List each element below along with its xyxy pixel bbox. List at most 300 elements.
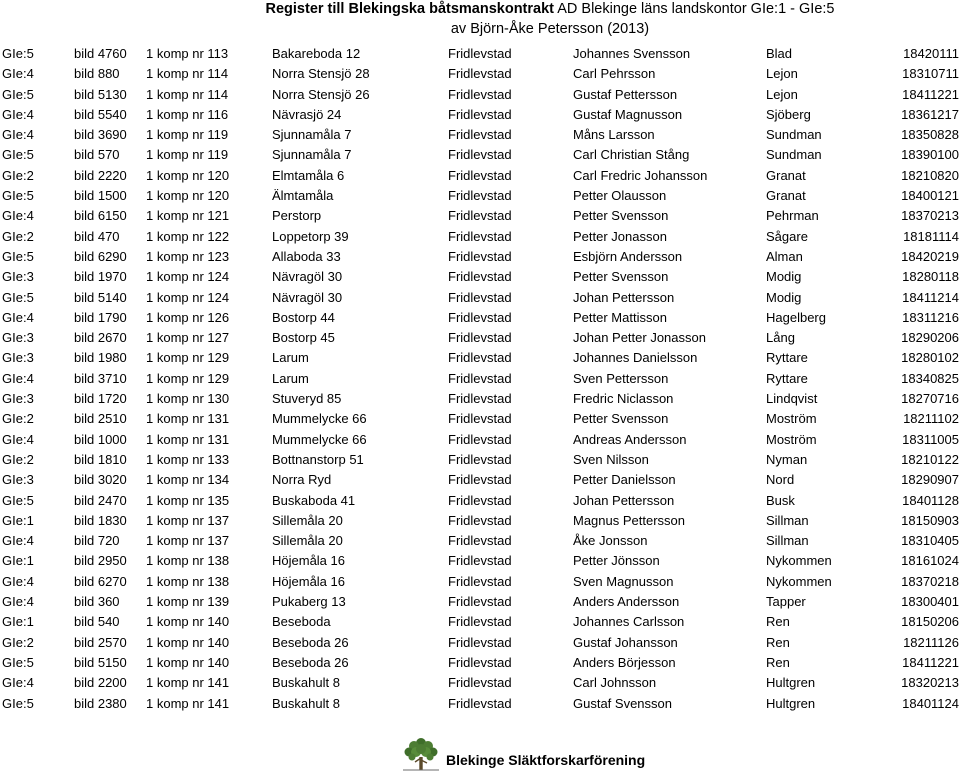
cell-company-ref: 1 komp nr 137 <box>146 533 230 549</box>
cell-date: 18150206 <box>901 614 959 630</box>
table-row <box>0 206 960 226</box>
cell-parish: Fridlevstad <box>448 634 512 650</box>
cell-parish: Fridlevstad <box>448 330 512 346</box>
cell-archive-ref: GIe:4 <box>2 66 34 82</box>
cell-soldier-name: Modig <box>766 289 802 305</box>
cell-soldier-name: Sundman <box>766 147 822 163</box>
table-row <box>0 592 960 612</box>
cell-parish: Fridlevstad <box>448 512 512 528</box>
cell-person-name: Sven Nilsson <box>573 451 649 467</box>
cell-farm-name: Sillemåla 20 <box>272 533 343 549</box>
cell-farm-name: Beseboda 26 <box>272 654 349 670</box>
cell-parish: Fridlevstad <box>448 228 512 244</box>
cell-parish: Fridlevstad <box>448 269 512 285</box>
cell-archive-ref: GIe:3 <box>2 391 34 407</box>
table-row <box>0 673 960 693</box>
cell-person-name: Carl Fredric Johansson <box>573 167 708 183</box>
cell-archive-ref: GIe:1 <box>2 614 34 630</box>
cell-archive-ref: GIe:5 <box>2 695 34 711</box>
cell-soldier-name: Sillman <box>766 533 809 549</box>
table-row <box>0 491 960 511</box>
cell-soldier-name: Lång <box>766 330 795 346</box>
cell-image-ref: bild 2950 <box>74 553 127 569</box>
cell-person-name: Petter Jonasson <box>573 228 667 244</box>
cell-archive-ref: GIe:5 <box>2 188 34 204</box>
cell-archive-ref: GIe:4 <box>2 573 34 589</box>
cell-company-ref: 1 komp nr 123 <box>146 248 230 264</box>
cell-parish: Fridlevstad <box>448 451 512 467</box>
cell-image-ref: bild 3690 <box>74 127 127 143</box>
cell-company-ref: 1 komp nr 121 <box>146 208 230 224</box>
cell-farm-name: Larum <box>272 370 309 386</box>
cell-soldier-name: Hultgren <box>766 695 816 711</box>
cell-soldier-name: Granat <box>766 188 806 204</box>
cell-parish: Fridlevstad <box>448 86 512 102</box>
cell-farm-name: Mummelycke 66 <box>272 431 367 447</box>
cell-date: 18401124 <box>902 695 959 711</box>
cell-image-ref: bild 3710 <box>74 370 127 386</box>
cell-farm-name: Buskahult 8 <box>272 695 340 711</box>
cell-company-ref: 1 komp nr 114 <box>146 66 229 82</box>
table-row <box>0 409 960 429</box>
cell-date: 18420111 <box>903 46 959 61</box>
cell-person-name: Magnus Pettersson <box>573 512 686 528</box>
cell-parish: Fridlevstad <box>448 66 512 82</box>
cell-company-ref: 1 komp nr 127 <box>146 330 230 346</box>
table-row <box>0 470 960 490</box>
cell-farm-name: Bottnanstorp 51 <box>272 451 364 467</box>
cell-archive-ref: GIe:3 <box>2 350 34 366</box>
cell-farm-name: Nävragöl 30 <box>272 269 343 285</box>
cell-farm-name: Sjunnamåla 7 <box>272 127 352 143</box>
cell-archive-ref: GIe:5 <box>2 86 34 102</box>
cell-archive-ref: GIe:4 <box>2 594 34 610</box>
cell-person-name: Carl Johnsson <box>573 675 657 691</box>
cell-parish: Fridlevstad <box>448 370 512 386</box>
cell-company-ref: 1 komp nr 141 <box>146 695 230 711</box>
cell-soldier-name: Modig <box>766 269 802 285</box>
cell-person-name: Anders Börjesson <box>573 654 676 670</box>
cell-soldier-name: Hagelberg <box>766 309 826 325</box>
cell-soldier-name: Granat <box>766 167 806 183</box>
cell-person-name: Petter Svensson <box>573 269 669 285</box>
cell-archive-ref: GIe:2 <box>2 634 34 650</box>
cell-person-name: Johannes Svensson <box>573 46 691 61</box>
title-bold: Register till Blekingska båtsmanskontrakt <box>265 1 554 17</box>
cell-date: 18311216 <box>902 309 959 325</box>
table-row <box>0 572 960 592</box>
cell-image-ref: bild 1720 <box>74 391 127 407</box>
cell-image-ref: bild 880 <box>74 66 120 82</box>
cell-company-ref: 1 komp nr 116 <box>146 106 229 122</box>
cell-soldier-name: Ryttare <box>766 350 808 366</box>
cell-date: 18320213 <box>901 675 959 691</box>
cell-soldier-name: Nykommen <box>766 553 832 569</box>
cell-image-ref: bild 6270 <box>74 573 127 589</box>
cell-farm-name: Sillemåla 20 <box>272 512 343 528</box>
cell-archive-ref: GIe:1 <box>2 512 34 528</box>
cell-company-ref: 1 komp nr 114 <box>146 86 229 102</box>
tree-logo-icon <box>401 737 441 771</box>
cell-company-ref: 1 komp nr 120 <box>146 167 230 183</box>
table-row <box>0 430 960 450</box>
cell-date: 18270716 <box>901 391 959 407</box>
cell-image-ref: bild 1000 <box>74 431 127 447</box>
cell-person-name: Petter Svensson <box>573 208 669 224</box>
cell-parish: Fridlevstad <box>448 391 512 407</box>
title-rest: AD Blekinge läns landskontor GIe:1 - GIe:5 <box>554 1 835 17</box>
cell-parish: Fridlevstad <box>448 594 512 610</box>
cell-date: 18290206 <box>901 330 959 346</box>
cell-farm-name: Mummelycke 66 <box>272 411 367 427</box>
cell-parish: Fridlevstad <box>448 167 512 183</box>
cell-person-name: Anders Andersson <box>573 594 680 610</box>
cell-date: 18411221 <box>902 654 959 670</box>
cell-farm-name: Perstorp <box>272 208 322 224</box>
cell-farm-name: Sjunnamåla 7 <box>272 147 352 163</box>
cell-person-name: Gustaf Pettersson <box>573 86 678 102</box>
cell-company-ref: 1 komp nr 131 <box>146 431 230 447</box>
cell-farm-name: Höjemåla 16 <box>272 553 345 569</box>
cell-person-name: Sven Pettersson <box>573 370 669 386</box>
cell-person-name: Petter Olausson <box>573 188 667 204</box>
cell-soldier-name: Moström <box>766 411 817 427</box>
table-row <box>0 44 960 64</box>
cell-image-ref: bild 2200 <box>74 675 127 691</box>
cell-person-name: Johan Petter Jonasson <box>573 330 706 346</box>
cell-soldier-name: Sjöberg <box>766 106 811 122</box>
cell-company-ref: 1 komp nr 137 <box>146 512 230 528</box>
cell-image-ref: bild 570 <box>74 147 120 163</box>
cell-archive-ref: GIe:2 <box>2 411 34 427</box>
cell-date: 18400121 <box>901 188 959 204</box>
cell-date: 18350828 <box>901 127 959 143</box>
cell-archive-ref: GIe:5 <box>2 248 34 264</box>
cell-image-ref: bild 6290 <box>74 248 127 264</box>
table-row <box>0 551 960 571</box>
table-row <box>0 450 960 470</box>
cell-soldier-name: Sillman <box>766 512 809 528</box>
cell-image-ref: bild 1790 <box>74 309 127 325</box>
cell-image-ref: bild 540 <box>74 614 120 630</box>
cell-image-ref: bild 1830 <box>74 512 127 528</box>
cell-image-ref: bild 4760 <box>74 46 127 61</box>
page-title <box>250 0 850 19</box>
cell-soldier-name: Tapper <box>766 594 806 610</box>
cell-soldier-name: Moström <box>766 431 817 447</box>
cell-date: 18420219 <box>901 248 959 264</box>
cell-farm-name: Norra Stensjö 26 <box>272 86 370 102</box>
cell-company-ref: 1 komp nr 119 <box>146 127 229 143</box>
cell-soldier-name: Lejon <box>766 66 798 82</box>
cell-person-name: Johan Pettersson <box>573 492 675 508</box>
cell-soldier-name: Nyman <box>766 451 808 467</box>
cell-date: 18370218 <box>901 573 959 589</box>
cell-date: 18411221 <box>902 86 959 102</box>
cell-parish: Fridlevstad <box>448 695 512 711</box>
cell-soldier-name: Nord <box>766 472 795 488</box>
cell-archive-ref: GIe:4 <box>2 106 34 122</box>
cell-farm-name: Bostorp 45 <box>272 330 335 346</box>
cell-archive-ref: GIe:4 <box>2 675 34 691</box>
cell-company-ref: 1 komp nr 140 <box>146 654 230 670</box>
cell-parish: Fridlevstad <box>448 614 512 630</box>
cell-image-ref: bild 2380 <box>74 695 127 711</box>
cell-date: 18161024 <box>901 553 959 569</box>
cell-archive-ref: GIe:3 <box>2 330 34 346</box>
cell-archive-ref: GIe:5 <box>2 289 34 305</box>
cell-image-ref: bild 1500 <box>74 188 127 204</box>
table-row <box>0 389 960 409</box>
cell-date: 18300401 <box>901 594 959 610</box>
cell-parish: Fridlevstad <box>448 147 512 163</box>
table-row <box>0 64 960 84</box>
cell-person-name: Johannes Danielsson <box>573 350 698 366</box>
register-table <box>0 44 960 714</box>
cell-image-ref: bild 2510 <box>74 411 127 427</box>
cell-company-ref: 1 komp nr 119 <box>146 147 229 163</box>
cell-soldier-name: Ren <box>766 654 790 670</box>
cell-company-ref: 1 komp nr 138 <box>146 573 230 589</box>
cell-person-name: Gustaf Magnusson <box>573 106 683 122</box>
cell-image-ref: bild 6150 <box>74 208 127 224</box>
table-row <box>0 247 960 267</box>
cell-parish: Fridlevstad <box>448 492 512 508</box>
page-subtitle: av Björn-Åke Petersson (2013) <box>450 21 650 37</box>
cell-parish: Fridlevstad <box>448 127 512 143</box>
cell-archive-ref: GIe:4 <box>2 127 34 143</box>
table-row <box>0 186 960 206</box>
cell-person-name: Johan Pettersson <box>573 289 675 305</box>
cell-archive-ref: GIe:5 <box>2 492 34 508</box>
cell-soldier-name: Ryttare <box>766 370 808 386</box>
cell-parish: Fridlevstad <box>448 654 512 670</box>
cell-company-ref: 1 komp nr 126 <box>146 309 230 325</box>
cell-person-name: Gustaf Johansson <box>573 634 678 650</box>
cell-soldier-name: Pehrman <box>766 208 819 224</box>
cell-date: 18340825 <box>901 370 959 386</box>
table-row <box>0 511 960 531</box>
cell-parish: Fridlevstad <box>448 208 512 224</box>
cell-image-ref: bild 720 <box>74 533 120 549</box>
cell-image-ref: bild 2670 <box>74 330 127 346</box>
cell-farm-name: Loppetorp 39 <box>272 228 349 244</box>
cell-person-name: Åke Jonsson <box>573 533 648 549</box>
cell-date: 18411214 <box>902 289 959 305</box>
cell-person-name: Johannes Carlsson <box>573 614 685 630</box>
cell-image-ref: bild 3020 <box>74 472 127 488</box>
cell-person-name: Måns Larsson <box>573 127 655 143</box>
cell-date: 18390100 <box>901 147 959 163</box>
cell-date: 18211102 <box>903 411 959 427</box>
cell-date: 18210820 <box>901 167 959 183</box>
cell-soldier-name: Ren <box>766 634 790 650</box>
cell-image-ref: bild 1980 <box>74 350 127 366</box>
cell-company-ref: 1 komp nr 141 <box>146 675 230 691</box>
cell-farm-name: Bakareboda 12 <box>272 46 361 61</box>
cell-company-ref: 1 komp nr 113 <box>146 46 229 61</box>
cell-farm-name: Allaboda 33 <box>272 248 341 264</box>
cell-image-ref: bild 2220 <box>74 167 127 183</box>
cell-date: 18290907 <box>901 472 959 488</box>
cell-date: 18280118 <box>902 269 959 285</box>
cell-date: 18211126 <box>903 634 959 650</box>
cell-image-ref: bild 5140 <box>74 289 127 305</box>
cell-person-name: Sven Magnusson <box>573 573 674 589</box>
cell-archive-ref: GIe:4 <box>2 533 34 549</box>
cell-parish: Fridlevstad <box>448 46 512 61</box>
cell-person-name: Andreas Andersson <box>573 431 687 447</box>
cell-company-ref: 1 komp nr 130 <box>146 391 230 407</box>
cell-date: 18401128 <box>902 492 959 508</box>
cell-farm-name: Beseboda <box>272 614 331 630</box>
cell-parish: Fridlevstad <box>448 472 512 488</box>
cell-date: 18181114 <box>903 228 959 244</box>
cell-soldier-name: Alman <box>766 248 803 264</box>
cell-farm-name: Nävrasjö 24 <box>272 106 342 122</box>
cell-farm-name: Buskaboda 41 <box>272 492 356 508</box>
cell-soldier-name: Sågare <box>766 228 808 244</box>
cell-person-name: Esbjörn Andersson <box>573 248 683 264</box>
cell-archive-ref: GIe:4 <box>2 431 34 447</box>
cell-farm-name: Buskahult 8 <box>272 675 340 691</box>
cell-archive-ref: GIe:5 <box>2 46 34 61</box>
cell-date: 18311005 <box>902 431 959 447</box>
cell-farm-name: Larum <box>272 350 309 366</box>
cell-date: 18280102 <box>901 350 959 366</box>
cell-archive-ref: GIe:4 <box>2 309 34 325</box>
cell-archive-ref: GIe:5 <box>2 654 34 670</box>
cell-archive-ref: GIe:2 <box>2 451 34 467</box>
cell-person-name: Carl Pehrsson <box>573 66 656 82</box>
cell-soldier-name: Busk <box>766 492 795 508</box>
table-row <box>0 85 960 105</box>
cell-archive-ref: GIe:1 <box>2 553 34 569</box>
cell-soldier-name: Sundman <box>766 127 822 143</box>
cell-image-ref: bild 5130 <box>74 86 127 102</box>
cell-image-ref: bild 2470 <box>74 492 127 508</box>
table-row <box>0 288 960 308</box>
cell-image-ref: bild 360 <box>74 594 120 610</box>
footer-org-name: Blekinge Släktforskarförening <box>446 752 646 768</box>
cell-date: 18310405 <box>901 533 959 549</box>
cell-archive-ref: GIe:2 <box>2 167 34 183</box>
table-row <box>0 267 960 287</box>
table-row <box>0 308 960 328</box>
cell-company-ref: 1 komp nr 135 <box>146 492 230 508</box>
cell-image-ref: bild 5150 <box>74 654 127 670</box>
cell-person-name: Petter Jönsson <box>573 553 660 569</box>
cell-image-ref: bild 5540 <box>74 106 127 122</box>
cell-image-ref: bild 1970 <box>74 269 127 285</box>
table-row <box>0 633 960 653</box>
table-row <box>0 653 960 673</box>
cell-company-ref: 1 komp nr 138 <box>146 553 230 569</box>
table-row <box>0 125 960 145</box>
cell-parish: Fridlevstad <box>448 675 512 691</box>
cell-person-name: Carl Christian Stång <box>573 147 690 163</box>
cell-parish: Fridlevstad <box>448 248 512 264</box>
table-row <box>0 694 960 714</box>
table-row <box>0 348 960 368</box>
page-footer <box>0 737 960 771</box>
cell-date: 18150903 <box>901 512 959 528</box>
cell-soldier-name: Nykommen <box>766 573 832 589</box>
cell-soldier-name: Lindqvist <box>766 391 818 407</box>
cell-parish: Fridlevstad <box>448 350 512 366</box>
cell-person-name: Petter Mattisson <box>573 309 667 325</box>
cell-farm-name: Älmtamåla <box>272 188 334 204</box>
cell-parish: Fridlevstad <box>448 309 512 325</box>
cell-company-ref: 1 komp nr 140 <box>146 634 230 650</box>
table-row <box>0 145 960 165</box>
cell-soldier-name: Lejon <box>766 86 798 102</box>
cell-farm-name: Stuveryd 85 <box>272 391 342 407</box>
cell-soldier-name: Blad <box>766 46 793 61</box>
cell-parish: Fridlevstad <box>448 431 512 447</box>
cell-soldier-name: Ren <box>766 614 790 630</box>
cell-archive-ref: GIe:4 <box>2 370 34 386</box>
table-row <box>0 105 960 125</box>
cell-company-ref: 1 komp nr 131 <box>146 411 230 427</box>
cell-farm-name: Beseboda 26 <box>272 634 349 650</box>
cell-company-ref: 1 komp nr 129 <box>146 370 230 386</box>
table-row <box>0 612 960 632</box>
cell-company-ref: 1 komp nr 139 <box>146 594 230 610</box>
cell-archive-ref: GIe:2 <box>2 228 34 244</box>
cell-soldier-name: Hultgren <box>766 675 816 691</box>
cell-parish: Fridlevstad <box>448 411 512 427</box>
table-row <box>0 531 960 551</box>
cell-farm-name: Norra Ryd <box>272 472 332 488</box>
cell-image-ref: bild 2570 <box>74 634 127 650</box>
cell-person-name: Petter Svensson <box>573 411 669 427</box>
cell-parish: Fridlevstad <box>448 533 512 549</box>
cell-date: 18361217 <box>901 106 959 122</box>
cell-company-ref: 1 komp nr 120 <box>146 188 230 204</box>
cell-archive-ref: GIe:5 <box>2 147 34 163</box>
table-row <box>0 166 960 186</box>
cell-farm-name: Norra Stensjö 28 <box>272 66 370 82</box>
cell-image-ref: bild 1810 <box>74 451 127 467</box>
cell-image-ref: bild 470 <box>74 228 120 244</box>
cell-person-name: Fredric Niclasson <box>573 391 674 407</box>
cell-date: 18210122 <box>901 451 959 467</box>
cell-company-ref: 1 komp nr 134 <box>146 472 230 488</box>
cell-date: 18310711 <box>902 66 959 82</box>
cell-company-ref: 1 komp nr 133 <box>146 451 230 467</box>
cell-company-ref: 1 komp nr 124 <box>146 269 230 285</box>
cell-parish: Fridlevstad <box>448 106 512 122</box>
cell-person-name: Petter Danielsson <box>573 472 676 488</box>
cell-company-ref: 1 komp nr 129 <box>146 350 230 366</box>
cell-company-ref: 1 komp nr 122 <box>146 228 230 244</box>
cell-archive-ref: GIe:3 <box>2 472 34 488</box>
cell-farm-name: Bostorp 44 <box>272 309 335 325</box>
table-row <box>0 328 960 348</box>
cell-farm-name: Elmtamåla 6 <box>272 167 345 183</box>
cell-parish: Fridlevstad <box>448 289 512 305</box>
cell-parish: Fridlevstad <box>448 573 512 589</box>
table-row <box>0 369 960 389</box>
cell-parish: Fridlevstad <box>448 188 512 204</box>
cell-person-name: Gustaf Svensson <box>573 695 672 711</box>
cell-parish: Fridlevstad <box>448 553 512 569</box>
cell-company-ref: 1 komp nr 124 <box>146 289 230 305</box>
cell-farm-name: Höjemåla 16 <box>272 573 345 589</box>
cell-farm-name: Pukaberg 13 <box>272 594 346 610</box>
cell-archive-ref: GIe:3 <box>2 269 34 285</box>
